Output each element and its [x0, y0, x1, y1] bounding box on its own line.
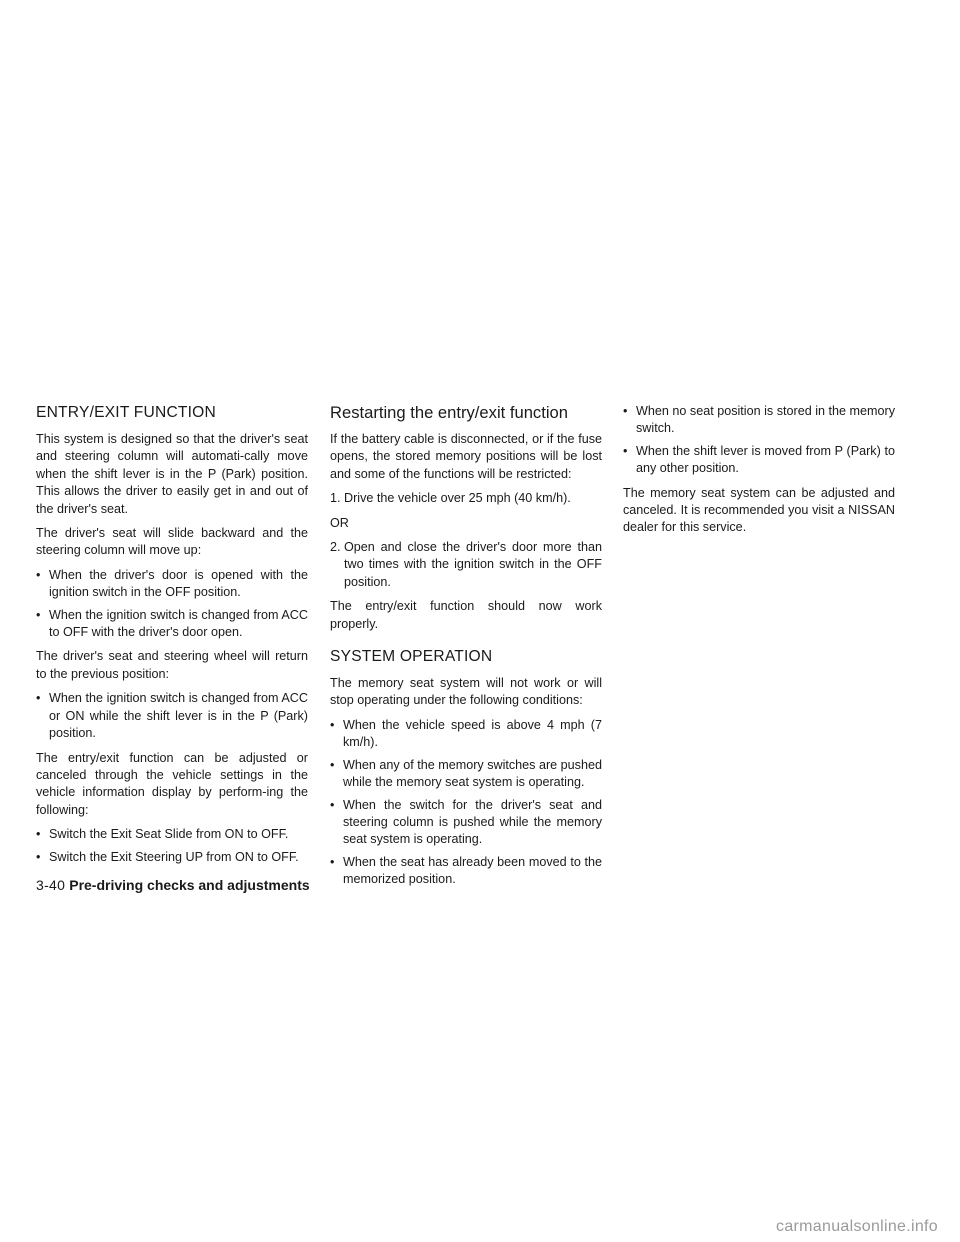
column-1 — [36, 403, 308, 873]
bullet-list — [36, 826, 308, 866]
paragraph: The driver's seat will slide backward and the steering column will move up: — [36, 526, 308, 558]
section-heading-restarting: Restarting the entry/exit function — [330, 403, 568, 422]
section-heading-system-operation: SYSTEM OPERATION — [330, 648, 493, 666]
step-number: 2. — [330, 540, 341, 555]
paragraph: The entry/exit function should now work properly. — [330, 599, 602, 631]
paragraph: The entry/exit function can be adjusted or canceled through the vehicle settings in the vehicle information display by perform-ing the following: — [36, 750, 308, 817]
page-number: 3-40 — [36, 877, 66, 893]
or-separator: OR — [330, 515, 349, 530]
list-item: • When the shift lever is moved from P (Park) to any other position. — [623, 443, 895, 478]
list-item: • Switch the Exit Steering UP from ON to OFF. — [36, 849, 308, 866]
watermark: carmanualsonline.info — [776, 1218, 938, 1235]
section-heading-entry-exit: ENTRY/EXIT FUNCTION — [36, 404, 216, 421]
column-3 — [623, 403, 895, 544]
list-item: • When the seat has already been moved to the memorized position. — [330, 854, 602, 889]
list-item: • Switch the Exit Seat Slide from ON to OFF. — [36, 826, 308, 843]
list-item: • When the switch for the driver's seat and steering column is pushed while the memory seat system is operating. — [330, 797, 602, 849]
bullet-list — [36, 690, 308, 742]
list-item: • When any of the memory switches are pushed while the memory seat system is operating. — [330, 757, 602, 792]
numbered-list — [330, 490, 602, 507]
step-text: Open and close the driver's door more than two times with the ignition switch in the OFF position. — [344, 540, 602, 589]
paragraph: The driver's seat and steering wheel will return to the previous position: — [36, 649, 308, 681]
list-item: • When the ignition switch is changed from ACC to OFF with the driver's door open. — [36, 607, 308, 642]
list-item — [330, 490, 602, 507]
paragraph: The memory seat system will not work or will stop operating under the following conditions: — [330, 676, 602, 708]
paragraph: This system is designed so that the driver's seat and steering column will automati-cally move when the shift lever is in the P (Park) position. This allows the driver to easily get in and out of the driver's seat. — [36, 432, 308, 516]
list-item — [330, 539, 602, 591]
numbered-list — [330, 539, 602, 591]
footer-section-title: Pre-driving checks and adjustments — [69, 877, 310, 893]
bullet-list — [623, 403, 895, 478]
paragraph: The memory seat system can be adjusted and canceled. It is recommended you visit a NISSAN dealer for this service. — [623, 485, 895, 535]
list-item: • When no seat position is stored in the memory switch. — [623, 403, 895, 438]
page-footer — [36, 877, 310, 893]
bullet-list — [330, 717, 602, 889]
list-item: • When the vehicle speed is above 4 mph (7 km/h). — [330, 717, 602, 752]
list-item: • When the ignition switch is changed from ACC or ON while the shift lever is in the P (Park) position. — [36, 690, 308, 742]
bullet-list — [36, 567, 308, 642]
step-text: Drive the vehicle over 25 mph (40 km/h). — [344, 491, 571, 506]
list-item: • When the driver's door is opened with the ignition switch in the OFF position. — [36, 567, 308, 602]
column-2 — [330, 403, 602, 896]
paragraph: If the battery cable is disconnected, or if the fuse opens, the stored memory positions will be lost and some of the functions will be restricted: — [330, 432, 602, 481]
step-number: 1. — [330, 491, 341, 506]
